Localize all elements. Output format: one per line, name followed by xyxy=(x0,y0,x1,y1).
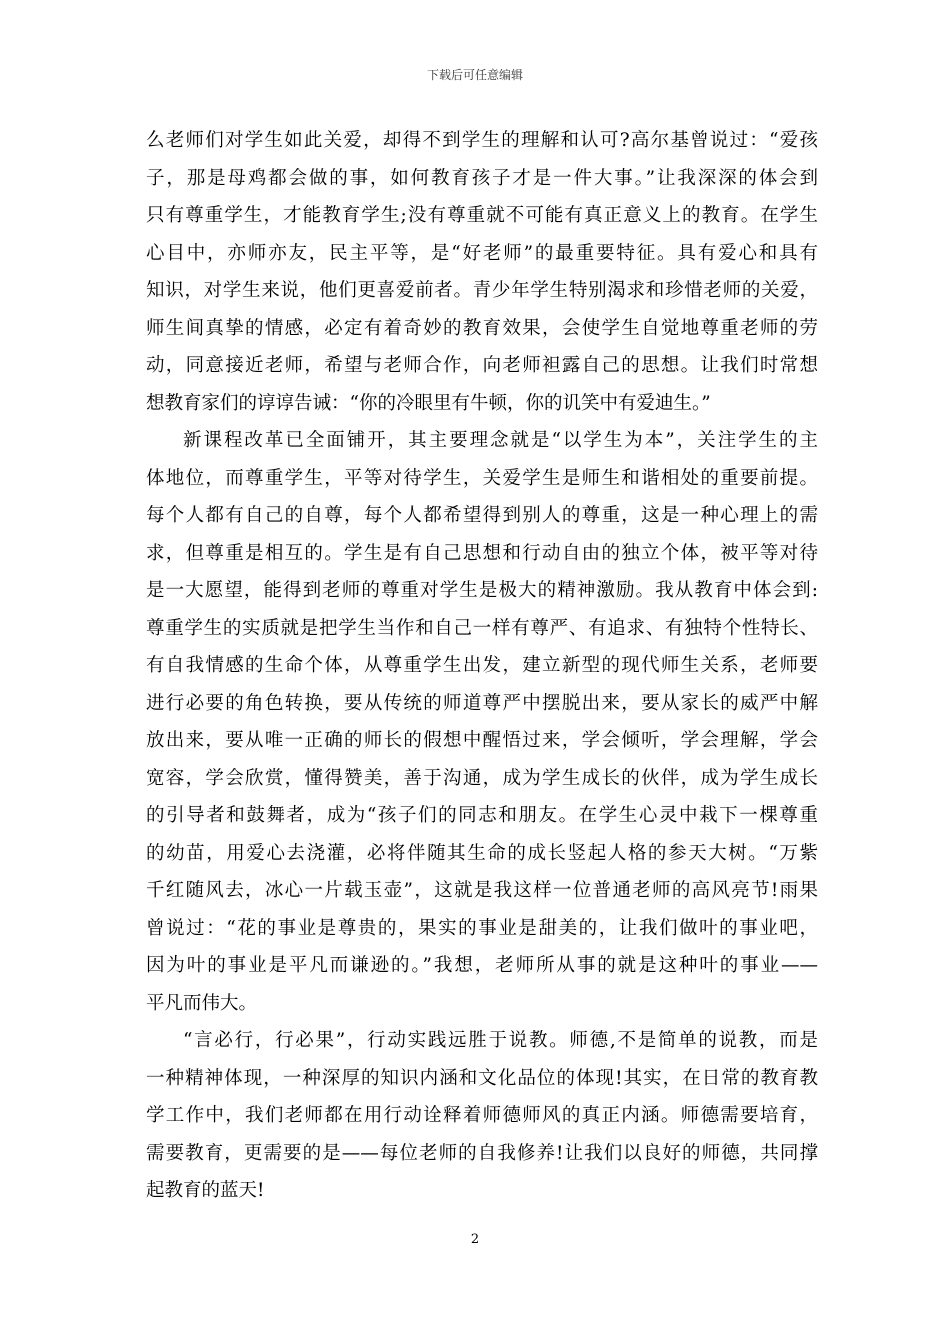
body-line: 曾说过：“花的事业是尊贵的，果实的事业是甜美的，让我们做叶的事业吧， xyxy=(146,917,818,939)
body-line: 子，那是母鸡都会做的事，如何教育孩子才是一件大事。”让我深深的体会到 xyxy=(146,167,818,189)
body-line: 学工作中，我们老师都在用行动诠释着师德师风的真正内涵。师德需要培育， xyxy=(146,1105,818,1126)
body-line: 知识，对学生来说，他们更喜爱前者。青少年学生特别渴求和珍惜老师的关爱， xyxy=(146,280,818,301)
body-line: 每个人都有自己的自尊，每个人都希望得到别人的尊重，这是一种心理上的需 xyxy=(146,505,818,526)
body-line: 千红随风去，冰心一片载玉壶”，这就是我这样一位普通老师的高风亮节!雨果 xyxy=(146,880,818,901)
paragraph-first-line: 新课程改革已全面铺开，其主要理念就是“以学生为本”，关注学生的主 xyxy=(183,430,818,451)
body-line: 平凡而伟大。 xyxy=(146,992,258,1014)
page-number: 2 xyxy=(470,1232,480,1247)
body-line: 么老师们对学生如此关爱，却得不到学生的理解和认可?高尔基曾说过：“爱孩 xyxy=(146,130,818,151)
document-body xyxy=(146,122,818,1210)
page-header: 下载后可任意编辑 xyxy=(426,68,523,82)
body-line: 求，但尊重是相互的。学生是有自己思想和行动自由的独立个体，被平等对待 xyxy=(146,542,818,564)
body-line: 的幼苗，用爱心去浇灌，必将伴随其生命的成长竖起人格的参天大树。“万紫 xyxy=(146,842,818,864)
paragraph-first-line: “言必行，行必果”，行动实践远胜于说教。师德,不是简单的说教，而是 xyxy=(183,1030,818,1051)
body-line: 师生间真挚的情感，必定有着奇妙的教育效果，会使学生自觉地尊重老师的劳 xyxy=(146,317,818,339)
body-line: 只有尊重学生，才能教育学生;没有尊重就不可能有真正意义上的教育。在学生 xyxy=(146,205,818,226)
body-line: 的引导者和鼓舞者，成为“孩子们的同志和朋友。在学生心灵中栽下一棵尊重 xyxy=(146,805,818,826)
body-line: 心目中，亦师亦友，民主平等，是“好老师”的最重要特征。具有爱心和具有 xyxy=(146,242,818,264)
body-line: 想教育家们的谆谆告诫：“你的冷眼里有牛顿，你的讥笑中有爱迪生。” xyxy=(146,392,711,414)
body-line: 体地位，而尊重学生，平等对待学生，关爱学生是师生和谐相处的重要前提。 xyxy=(146,467,818,489)
body-line: 宽容，学会欣赏，懂得赞美，善于沟通，成为学生成长的伙伴，成为学生成长 xyxy=(146,767,818,789)
body-line: 进行必要的角色转换，要从传统的师道尊严中摆脱出来，要从家长的威严中解 xyxy=(146,692,818,714)
body-line: 一种精神体现，一种深厚的知识内涵和文化品位的体现!其实，在日常的教育教 xyxy=(146,1067,818,1089)
body-line: 尊重学生的实质就是把学生当作和自己一样有尊严、有追求、有独特个性特长、 xyxy=(146,617,818,639)
body-line: 放出来，要从唯一正确的师长的假想中醒悟过来，学会倾听，学会理解，学会 xyxy=(146,730,818,751)
body-line: 起教育的蓝天! xyxy=(146,1180,265,1201)
body-line: 动，同意接近老师，希望与老师合作，向老师袒露自己的思想。让我们时常想 xyxy=(146,355,818,376)
body-line: 因为叶的事业是平凡而谦逊的。”我想，老师所从事的就是这种叶的事业—— xyxy=(146,955,818,976)
body-line: 需要教育，更需要的是——每位老师的自我修养!让我们以良好的师德，共同撑 xyxy=(146,1142,818,1164)
body-line: 有自我情感的生命个体，从尊重学生出发，建立新型的现代师生关系，老师要 xyxy=(146,655,818,676)
body-line: 是一大愿望，能得到老师的尊重对学生是极大的精神激励。我从教育中体会到: xyxy=(146,580,818,601)
